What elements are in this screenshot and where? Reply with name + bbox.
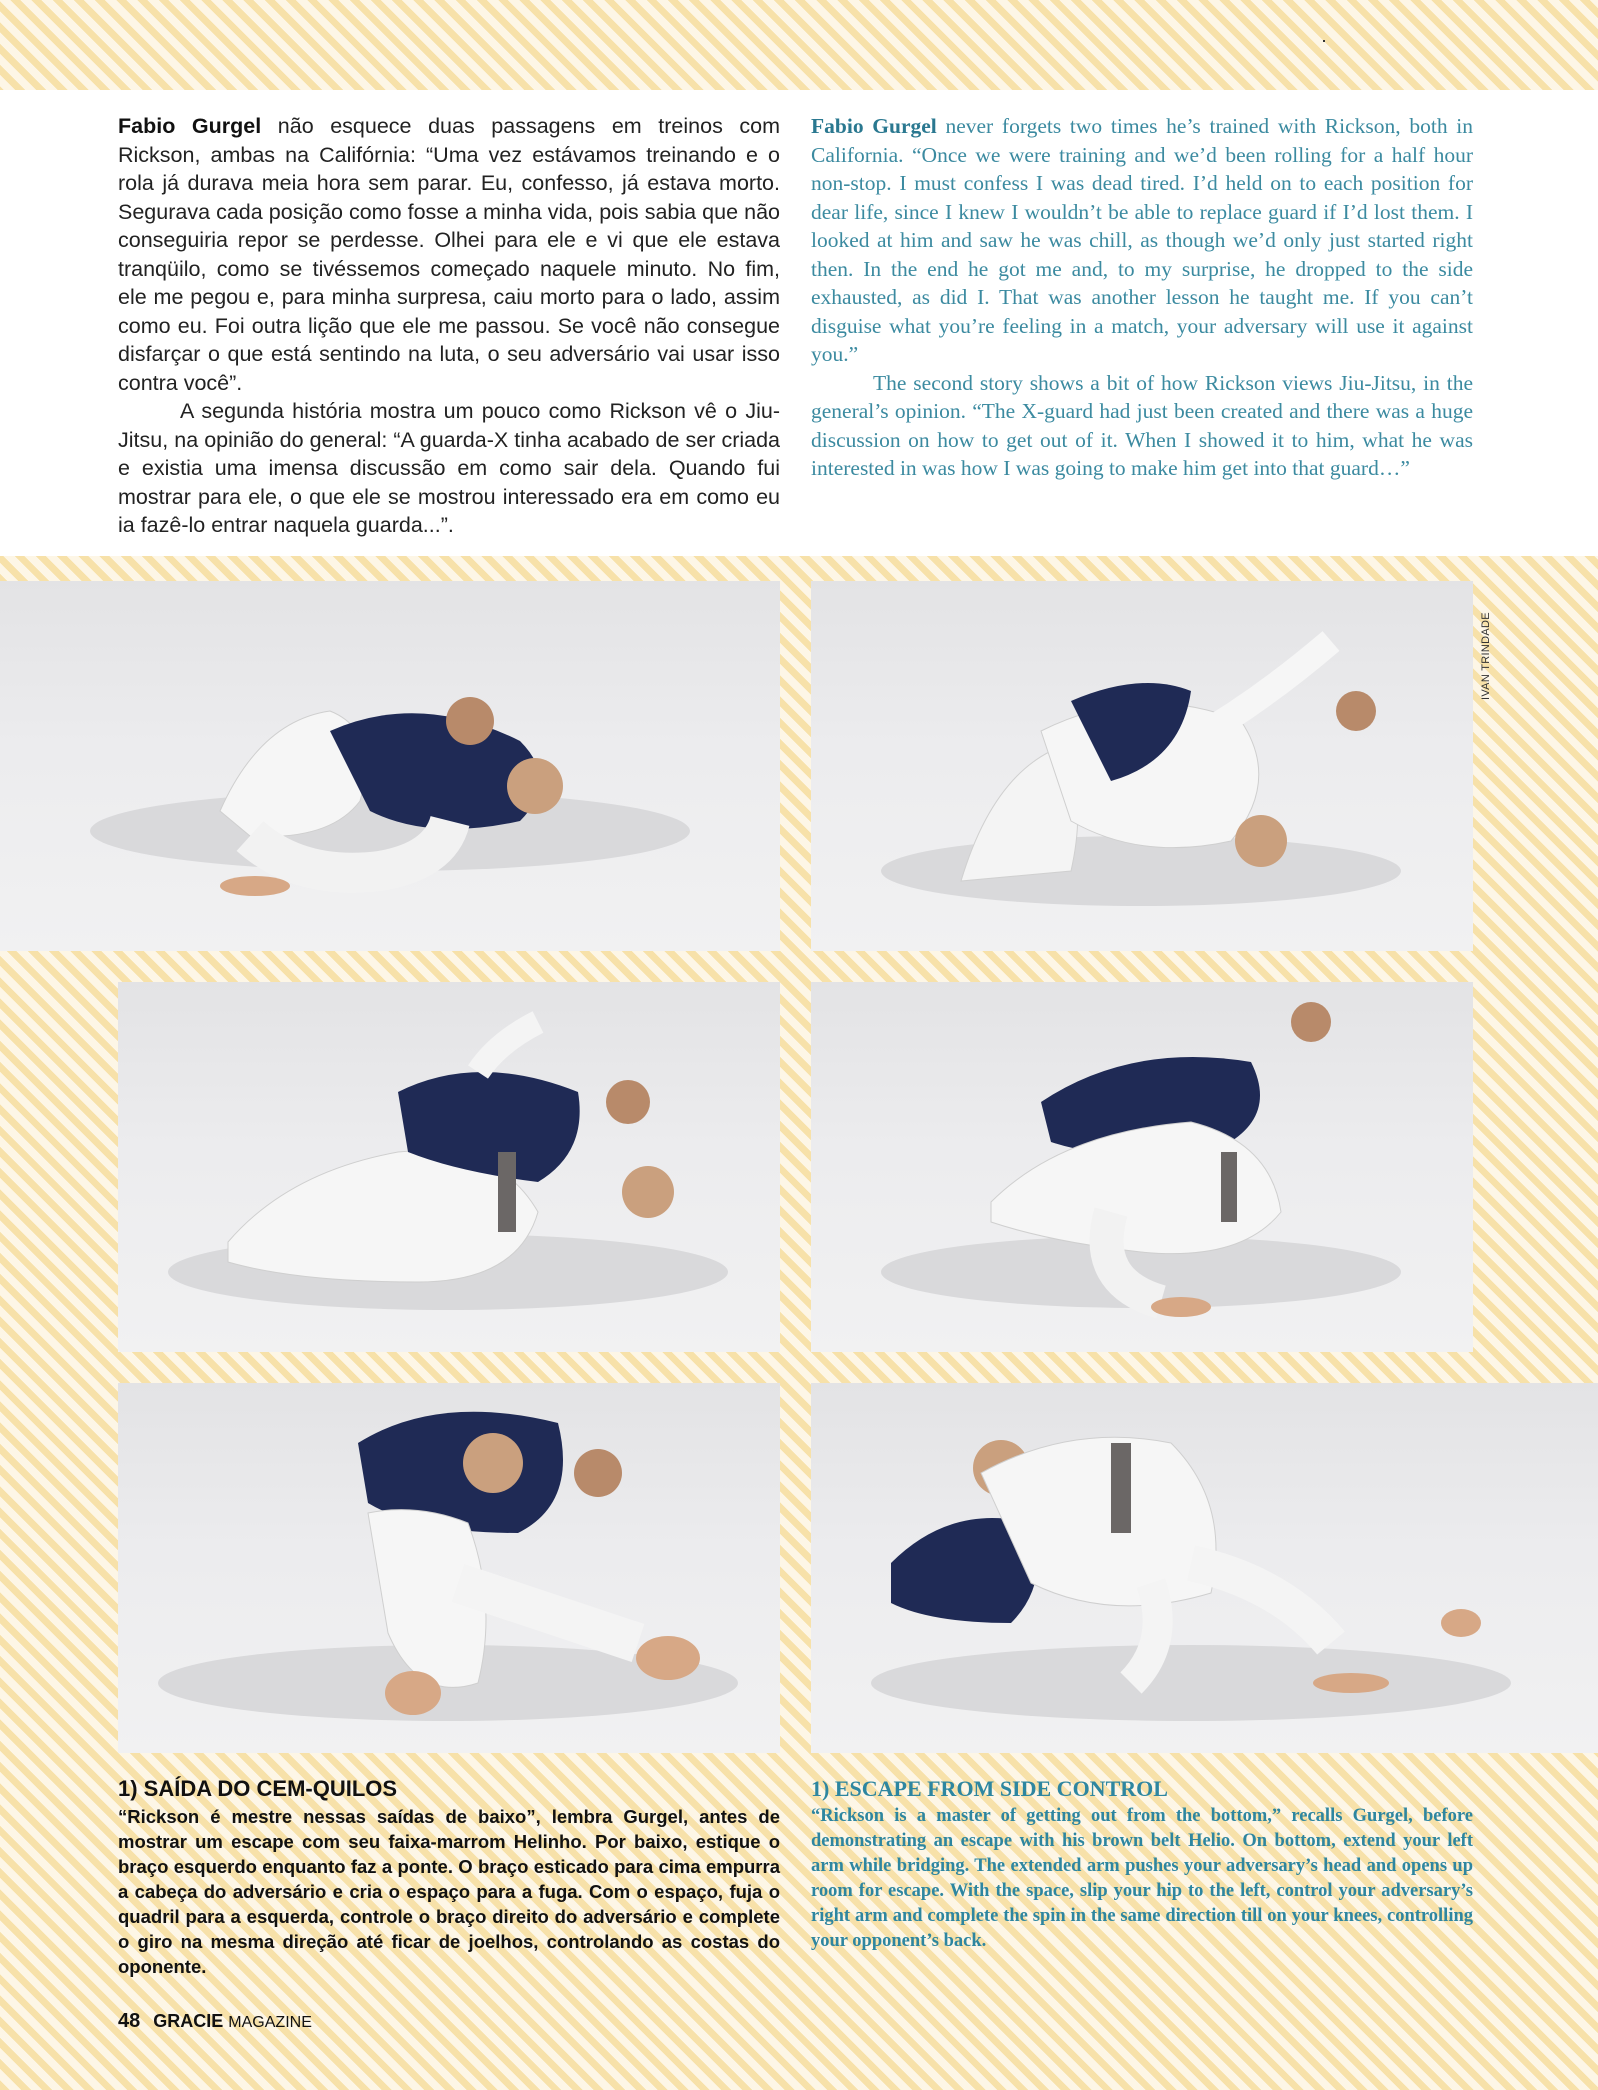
article-pt-paragraph-1 [118,112,780,397]
print-mark [1323,40,1325,42]
footer-magazine: MAGAZINE [228,2014,312,2031]
photo-credit: IVAN TRINDADE [1480,612,1492,700]
technique-photo-3 [118,982,780,1352]
article-en-paragraph-1 [811,112,1473,369]
article-pt-lead: Fabio Gurgel [118,114,262,138]
caption-pt-title: 1) SAÍDA DO CEM-QUILOS [118,1776,398,1801]
page-number: 48 [118,2010,141,2032]
article-en-lead: Fabio Gurgel [811,114,937,138]
technique-photo-4 [811,982,1473,1352]
technique-photo-2 [811,581,1473,951]
caption-en-title: 1) ESCAPE FROM SIDE CONTROL [811,1776,1168,1801]
article-pt-text-1: não esquece duas passagens em treinos com Rickson, ambas na Califórnia: “Uma vez estávamos treinando e o rola já durava meia hora sem parar. Eu, confesso, já estava morto. Segurava cada posição como fosse a minha vida, pois sabia que não conseguiria repor se perdesse. Olhei para ele e vi que ele estava tranqüilo, como se tivéssemos começado naquele minuto. No fim, ele me pegou e, para minha surpresa, caiu morto para o lado, assim como eu. Foi outra lição que ele me passou. Se você não consegue disfarçar o que está sentindo na luta, o seu adversário vai usar isso contra você”. [118,114,781,395]
caption-portuguese [118,1776,780,1979]
article-pt-paragraph-2: A segunda história mostra um pouco como Rickson vê o Jiu-Jitsu, na opinião do general: “A guarda-X tinha acabado de ser criada e existia uma imensa discussão em como sair dela. Quando fui mostrar para ele, o que ele se mostrou interessado era em como eu ia fazê-lo entrar naquela guarda...”. [118,399,780,537]
page-footer [118,2010,312,2033]
footer-brand: GRACIE [153,2011,224,2031]
technique-photo-1 [0,581,780,951]
article-en-text-1: never forgets two times he’s trained with Rickson, both in California. “Once we were training and we’d been rolling for a half hour non-stop. I must confess I was dead tired. I’d held on to each position for dear life, since I knew I wouldn’t be able to replace guard if I’d lost them. I looked at him and saw he was chill, as though we’d only just started right then. In the end he got me and, to my surprise, he dropped to the side exhausted, as did I. That was another lesson he taught me. If you can’t disguise what you’re feeling in a match, your adversary will use it against you.” [811,114,1474,366]
article-en-paragraph-2: The second story shows a bit of how Rickson views Jiu-Jitsu, in the general’s opinion. “The X-guard had just been created and there was a huge discussion on how to get out of it. When I showed it to him, what he was interested in was how I was going to make him get into that guard…” [811,370,1473,480]
article-column-english [811,112,1473,483]
technique-photo-6 [811,1383,1598,1753]
caption-pt-body: “Rickson é mestre nessas saídas de baixo”, lembra Gurgel, antes de mostrar um escape com seu faixa-marrom Helinho. Por baixo, estique o braço esquerdo enquanto faz a ponte. O braço esticado para cima empurra a cabeça do adversário e cria o espaço para a fuga. Com o espaço, fuja o quadril para a esquerda, controle o braço direito do adversário e complete o giro na mesma direção até ficar de joelhos, controlando as costas do oponente. [118,1806,780,1977]
technique-photo-5 [118,1383,780,1753]
article-column-portuguese [118,112,780,540]
caption-en-body: “Rickson is a master of getting out from the bottom,” recalls Gurgel, before demonstrating an escape with his brown belt Helio. On bottom, extend your left arm while bridging. The extended arm pushes your adversary’s head and opens up room for escape. With the space, slip your hip to the left, control your adversary’s right arm and complete the spin in the same direction till on your knees, controlling your opponent’s back. [811,1806,1473,1951]
caption-english [811,1776,1473,1954]
